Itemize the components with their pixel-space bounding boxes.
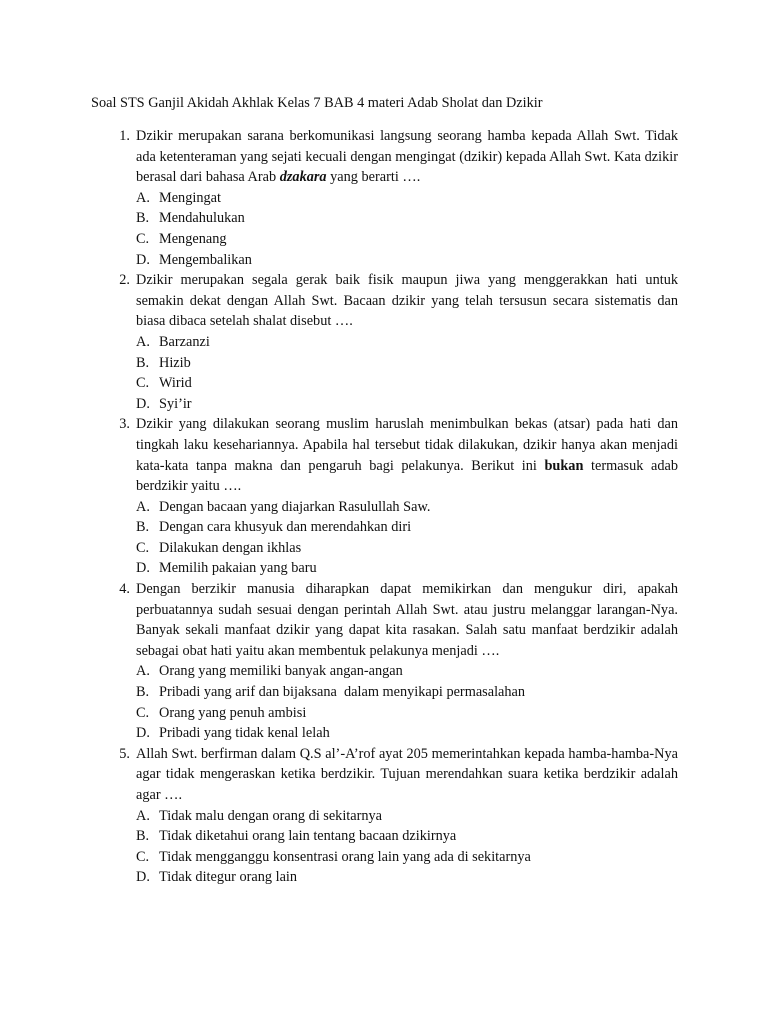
option-a — [136, 497, 678, 518]
question-5 — [92, 744, 678, 888]
option-letter: B. — [136, 828, 150, 845]
option-text: Dengan cara khusyuk dan merendahkan diri — [159, 519, 412, 536]
option-text: Mendahulukan — [159, 210, 245, 227]
option-letter: D. — [136, 251, 150, 268]
option-c — [136, 703, 678, 724]
option-text: Orang yang memiliki banyak angan-angan — [159, 663, 403, 680]
option-letter: C. — [136, 539, 150, 556]
option-d — [136, 250, 678, 271]
question-number: 3. — [119, 416, 130, 433]
question-number: 2. — [119, 272, 130, 289]
option-text: Pribadi yang arif dan bijaksana dalam menyikapi permasalahan — [159, 684, 526, 701]
option-text: Hizib — [159, 354, 191, 371]
emphasized-term: bukan — [544, 457, 584, 474]
question-text-part: yang berarti …. — [326, 169, 421, 186]
option-letter: D. — [136, 725, 150, 742]
option-d — [136, 867, 678, 888]
option-letter: A. — [136, 333, 150, 350]
question-text-part: Allah Swt. berfirman dalam Q.S al’-A’rof ayat 205 memerintahkan kepada hamba-hamba-Nya agar tidak mengeraskan ketika berdzikir. Tujuan merendahkan suara ketika berdzikir adalah agar …. — [136, 745, 678, 803]
option-letter: B. — [136, 210, 150, 227]
option-text: Mengingat — [159, 189, 221, 206]
option-letter: C. — [136, 230, 150, 247]
option-text: Tidak malu dengan orang di sekitarnya — [159, 807, 383, 824]
option-letter: C. — [136, 704, 150, 721]
question-body — [136, 579, 678, 744]
question-3 — [92, 414, 678, 579]
option-letter: A. — [136, 807, 150, 824]
option-text: Mengenang — [159, 230, 227, 247]
option-letter: D. — [136, 869, 150, 886]
option-b — [136, 826, 678, 847]
option-letter: B. — [136, 684, 150, 701]
option-c — [136, 229, 678, 250]
option-b — [136, 682, 678, 703]
option-letter: B. — [136, 519, 150, 536]
option-d — [136, 394, 678, 415]
option-text: Dengan bacaan yang diajarkan Rasulullah Saw. — [159, 498, 431, 515]
option-letter: A. — [136, 189, 150, 206]
option-text: Tidak mengganggu konsentrasi orang lain yang ada di sekitarnya — [159, 848, 531, 865]
question-4 — [92, 579, 678, 744]
question-body — [136, 744, 678, 888]
option-d — [136, 723, 678, 744]
option-letter: A. — [136, 663, 150, 680]
question-text-part: termasuk adab berdzikir yaitu …. — [136, 457, 678, 495]
option-text: Memilih pakaian yang baru — [159, 560, 317, 577]
question-text — [136, 579, 678, 661]
option-letter: A. — [136, 498, 150, 515]
option-letter: B. — [136, 354, 150, 371]
option-text: Barzanzi — [159, 333, 210, 350]
option-text: Tidak diketahui orang lain tentang bacaan dzikirnya — [159, 828, 457, 845]
question-text-part: Dzikir yang dilakukan seorang muslim haruslah menimbulkan bekas (atsar) pada hati dan tingkah laku kesehariannya. Apabila hal tersebut tidak dilakukan, dzikir hanya akan menjadi kata-kata tanpa makna dan pengaruh bagi pelakunya. Berikut ini — [136, 416, 678, 474]
question-number: 4. — [119, 581, 130, 598]
question-text-part: Dzikir merupakan sarana berkomunikasi langsung seorang hamba kepada Allah Swt. Tidak ada ketenteraman yang sejati kecuali dengan mengingat (dzikir) kepada Allah Swt. Kata dzikir berasal dari bahasa Arab — [136, 128, 678, 186]
option-a — [136, 661, 678, 682]
question-2 — [92, 270, 678, 414]
option-b — [136, 353, 678, 374]
question-text — [136, 414, 678, 496]
question-list — [92, 126, 678, 888]
option-text: Mengembalikan — [159, 251, 252, 268]
question-text — [136, 270, 678, 332]
option-text: Pribadi yang tidak kenal lelah — [159, 725, 330, 742]
option-c — [136, 373, 678, 394]
option-text: Wirid — [159, 375, 192, 392]
question-body — [136, 270, 678, 414]
question-number: 5. — [119, 745, 130, 762]
question-body — [136, 414, 678, 579]
question-text-part: Dengan berzikir manusia diharapkan dapat memikirkan dan mengukur diri, apakah perbuatannya sudah sesuai dengan perintah Allah Swt. atau justru melanggar larangan-Nya. Banyak sekali manfaat dzikir yang dapat kita rasakan. Salah satu manfaat berdzikir adalah sebagai obat hati yaitu akan membentuk pelakunya menjadi …. — [136, 581, 678, 659]
option-c — [136, 538, 678, 559]
option-letter: C. — [136, 848, 150, 865]
option-text: Tidak ditegur orang lain — [159, 869, 298, 886]
option-b — [136, 208, 678, 229]
question-1 — [92, 126, 678, 270]
option-letter: D. — [136, 560, 150, 577]
option-text: Orang yang penuh ambisi — [159, 704, 307, 721]
document-title: Soal STS Ganjil Akidah Akhlak Kelas 7 BAB 4 materi Adab Sholat dan Dzikir — [91, 95, 543, 111]
emphasized-term: dzakara — [279, 169, 327, 186]
option-d — [136, 558, 678, 579]
option-a — [136, 188, 678, 209]
question-number: 1. — [119, 128, 130, 144]
option-letter: D. — [136, 395, 150, 412]
option-letter: C. — [136, 375, 150, 392]
option-c — [136, 847, 678, 868]
option-a — [136, 332, 678, 353]
option-text: Syi’ir — [159, 395, 192, 412]
option-b — [136, 517, 678, 538]
question-text — [136, 744, 678, 806]
option-text: Dilakukan dengan ikhlas — [159, 539, 302, 556]
question-text-part: Dzikir merupakan segala gerak baik fisik maupun jiwa yang menggerakkan hati untuk semakin dekat dengan Allah Swt. Bacaan dzikir yang telah tersusun secara sistematis dan biasa dibaca setelah shalat disebut …. — [136, 272, 678, 330]
option-a — [136, 806, 678, 827]
question-body — [136, 126, 678, 270]
question-text — [136, 126, 678, 188]
